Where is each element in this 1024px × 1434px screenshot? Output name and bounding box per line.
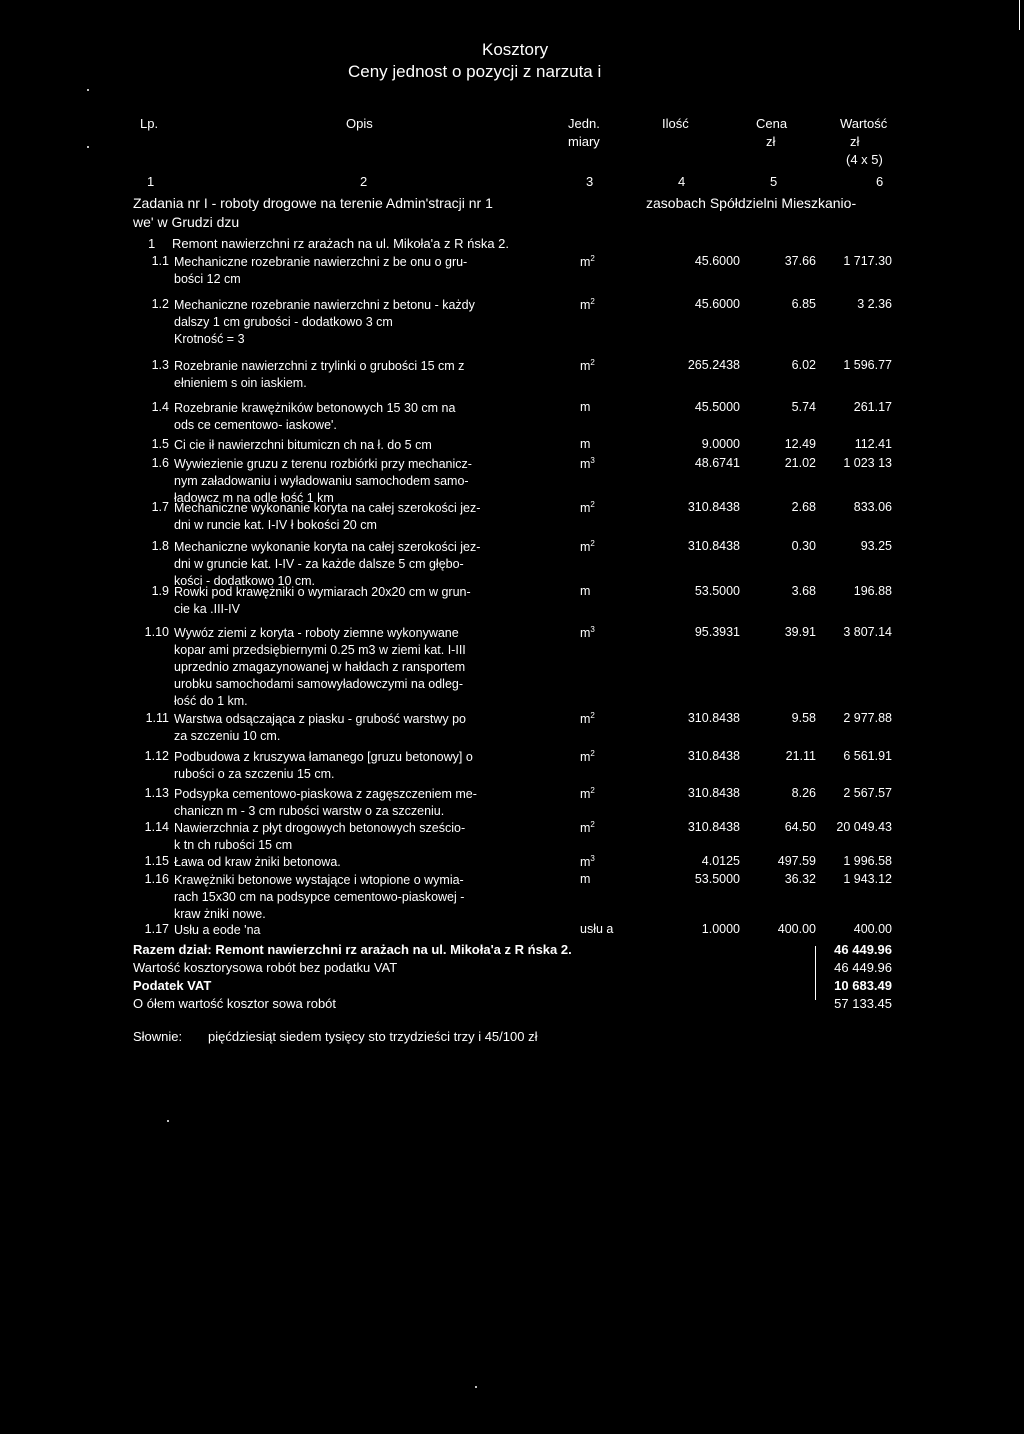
item-description: Rowki pod krawężniki o wymiarach 20x20 cm w grun- cie ka .III-IV: [174, 585, 471, 616]
item-description: Wywóz ziemi z koryta - roboty ziemne wykonywane kopar ami przedsiębiernymi 0.25 m3 w ziemi kat. I-III uprzednio zmagazynowanej w hałdach z ransportem urobku samochodami samowyładowczymi na odleg- łość do 1 km.: [174, 626, 466, 708]
unit-exponent: 2: [590, 297, 595, 306]
item-lp: 1.11: [145, 711, 169, 725]
item-lp: 1.13: [144, 786, 169, 800]
item-description: Usłu a eode 'na: [174, 923, 261, 937]
item-description: Ława od kraw żniki betonowa.: [174, 855, 341, 869]
item-lp: 1.15: [144, 854, 169, 868]
item-value: 1 996.58: [843, 854, 892, 868]
total-label: Razem dział: Remont nawierzchni rz arażach na ul. Mikoła'a z R ńska 2.: [133, 942, 572, 957]
item-quantity: 45.5000: [694, 400, 740, 414]
scan-edge-mark: [1019, 0, 1020, 30]
item-quantity: 4.0125: [701, 854, 740, 868]
item-value: 2 567.57: [843, 786, 892, 800]
item-unit: $m^3$: [580, 854, 595, 870]
unit-exponent: 2: [590, 711, 595, 720]
item-lp: 1.3: [151, 358, 169, 372]
item-quantity: 265.2438: [687, 358, 740, 372]
item-lp: 1.4: [151, 400, 169, 414]
header-lp: Lp.: [140, 116, 159, 131]
item-quantity: 48.6741: [694, 456, 740, 470]
unit-exponent: 2: [590, 254, 595, 263]
item-lp: 1.12: [144, 749, 169, 763]
item-description: Mechaniczne wykonanie koryta na całej szerokości jez- dni w gruncie kat. I-IV - za każde dalsze 5 cm głębo- kości - dodatkowo 10 cm.: [174, 540, 481, 588]
item-unit-price: 64.50: [784, 820, 816, 834]
item-quantity: 310.8438: [687, 820, 740, 834]
item-value: 1 717.30: [843, 254, 892, 268]
item-lp: 1.17: [144, 922, 169, 936]
item-quantity: 1.0000: [701, 922, 740, 936]
header-wartosc: Wartość: [840, 116, 888, 131]
scan-speck: [87, 89, 89, 91]
item-value: 3 2.36: [857, 297, 892, 311]
slownie-text: pięćdziesiąt siedem tysięcy sto trzydzieści trzy i 45/100 zł: [208, 1029, 538, 1044]
item-quantity: 310.8438: [687, 749, 740, 763]
subsection-lp: 1: [148, 236, 156, 251]
column-number: 5: [770, 174, 778, 189]
section-title-line2: we' w Grudzi dzu: [133, 214, 240, 230]
unit-exponent: 3: [590, 854, 595, 863]
item-unit: m: [580, 437, 591, 451]
item-lp: 1.6: [151, 456, 169, 470]
item-value: 112.41: [854, 437, 892, 451]
item-description: Mechaniczne rozebranie nawierzchni z be onu o gru- bości 12 cm: [174, 255, 468, 286]
item-lp: 1.5: [151, 437, 169, 451]
item-quantity: 9.0000: [701, 437, 740, 451]
item-value: 1 943.12: [843, 872, 892, 886]
item-description: Ci cie ił nawierzchni bitumiczn ch na ł. do 5 cm: [174, 438, 432, 452]
item-unit-price: 21.11: [785, 749, 816, 763]
totals-divider: [815, 946, 816, 1000]
total-value: 46 449.96: [834, 960, 892, 975]
item-value: 1 023 13: [843, 456, 892, 470]
item-description: Rozebranie nawierzchni z trylinki o grubości 15 cm z ełnieniem s oin iaskiem.: [174, 359, 465, 390]
total-value: 46 449.96: [834, 942, 892, 957]
item-unit: usłu a: [580, 922, 614, 936]
item-unit-price: 6.02: [791, 358, 816, 372]
item-value: 20 049.43: [836, 820, 892, 834]
slownie-label: Słownie:: [133, 1029, 183, 1044]
item-unit: $m^2$: [580, 254, 595, 270]
document-subtitle: Ceny jednost o pozycji z narzuta i: [348, 62, 602, 81]
item-value: 261.17: [853, 400, 892, 414]
item-value: 400.00: [853, 922, 892, 936]
item-unit-price: 8.26: [791, 786, 816, 800]
item-unit: $m^2$: [580, 297, 595, 313]
item-lp: 1.2: [151, 297, 169, 311]
item-value: 196.88: [853, 584, 892, 598]
item-value: 6 561.91: [843, 749, 892, 763]
item-unit: $m^2$: [580, 711, 595, 727]
item-unit: $m^2$: [580, 786, 595, 802]
item-description: Podbudowa z kruszywa łamanego [gruzu betonowy] o rubości o za szczeniu 15 cm.: [174, 750, 473, 781]
item-quantity: 53.5000: [694, 872, 740, 886]
item-unit-price: 21.02: [784, 456, 816, 470]
header-jedn: Jedn.: [568, 116, 600, 131]
item-unit-price: 37.66: [784, 254, 816, 268]
column-number: 1: [147, 174, 155, 189]
item-unit-price: 6.85: [791, 297, 816, 311]
total-value: 10 683.49: [834, 978, 892, 993]
scan-speck: [87, 146, 89, 148]
scan-speck: [167, 1120, 169, 1122]
item-description: Wywiezienie gruzu z terenu rozbiórki przy mechanicz- nym załadowaniu i wyładowaniu samochodem samo- ładowcz m na odle łość 1 km: [174, 457, 472, 505]
item-lp: 1.7: [151, 500, 169, 514]
item-unit-price: 497.59: [777, 854, 816, 868]
header-wartosc-zl: zł: [850, 134, 860, 149]
item-unit-price: 36.32: [784, 872, 816, 886]
unit-exponent: 3: [590, 625, 595, 634]
item-unit-price: 12.49: [784, 437, 816, 451]
total-label: O ółem wartość kosztor sowa robót: [133, 996, 337, 1011]
item-unit-price: 400.00: [777, 922, 816, 936]
item-value: 3 807.14: [843, 625, 892, 639]
item-quantity: 310.8438: [687, 786, 740, 800]
item-quantity: 45.6000: [694, 254, 740, 268]
item-unit: $m^2$: [580, 820, 595, 836]
item-unit-price: 2.68: [791, 500, 816, 514]
column-number: 4: [678, 174, 686, 189]
header-wartosc-formula: (4 x 5): [846, 152, 883, 167]
subsection-title: Remont nawierzchni rz arażach na ul. Mikoła'a z R ńska 2.: [172, 236, 510, 251]
item-lp: 1.14: [144, 820, 169, 834]
item-quantity: 310.8438: [687, 711, 740, 725]
item-value: 93.25: [860, 539, 892, 553]
item-quantity: 45.6000: [694, 297, 740, 311]
item-unit: m: [580, 872, 591, 886]
item-description: Krawężniki betonowe wystające i wtopione o wymia- rach 15x30 cm na podsypce cementowo-piaskowej - kraw żniki nowe.: [174, 873, 465, 921]
item-description: Nawierzchnia z płyt drogowych betonowych sześcio- k tn ch rubości 15 cm: [174, 821, 466, 852]
item-value: 2 977.88: [843, 711, 892, 725]
total-value: 57 133.45: [834, 996, 892, 1011]
item-description: Warstwa odsączająca z piasku - grubość warstwy po za szczeniu 10 cm.: [174, 712, 467, 743]
item-description: Mechaniczne rozebranie nawierzchni z betonu - każdy dalszy 1 cm grubości - dodatkowo 3 cm Krotność = 3: [174, 298, 475, 346]
item-quantity: 95.3931: [694, 625, 740, 639]
item-description: Rozebranie krawężników betonowych 15 30 cm na ods ce cementowo- iaskowe'.: [174, 401, 456, 432]
item-unit-price: 5.74: [791, 400, 816, 414]
column-number: 2: [360, 174, 368, 189]
column-number: 3: [586, 174, 594, 189]
item-quantity: 310.8438: [687, 500, 740, 514]
item-lp: 1.8: [151, 539, 169, 553]
unit-exponent: 2: [590, 786, 595, 795]
item-unit: m: [580, 584, 591, 598]
header-cena-zl: zł: [766, 134, 776, 149]
item-unit-price: 0.30: [791, 539, 816, 553]
document-title: Kosztory: [482, 40, 549, 59]
item-unit: m: [580, 400, 591, 414]
item-unit-price: 39.91: [784, 625, 816, 639]
item-lp: 1.9: [151, 584, 169, 598]
item-unit: $m^2$: [580, 500, 595, 516]
section-title-left: Zadania nr I - roboty drogowe na terenie Admin'stracji nr 1: [133, 195, 493, 211]
total-label: Podatek VAT: [133, 978, 212, 993]
header-miary: miary: [568, 134, 600, 149]
unit-exponent: 2: [590, 749, 595, 758]
item-value: 833.06: [853, 500, 892, 514]
header-cena: Cena: [756, 116, 788, 131]
scan-speck: [475, 1386, 477, 1388]
column-number: 6: [876, 174, 884, 189]
unit-exponent: 2: [590, 500, 595, 509]
item-unit: $m^2$: [580, 749, 595, 765]
header-ilosc: Ilość: [662, 116, 689, 131]
total-label: Wartość kosztorysowa robót bez podatku VAT: [133, 960, 398, 975]
unit-exponent: 2: [590, 539, 595, 548]
item-lp: 1.1: [151, 254, 169, 268]
unit-exponent: 2: [590, 358, 595, 367]
item-unit: $m^2$: [580, 358, 595, 374]
item-unit-price: 9.58: [791, 711, 816, 725]
item-unit: $m^2$: [580, 539, 595, 555]
item-description: Podsypka cementowo-piaskowa z zagęszczeniem me- chaniczn m - 3 cm rubości warstw o za szczeniu.: [174, 787, 477, 818]
item-lp: 1.16: [144, 872, 169, 886]
header-opis: Opis: [346, 116, 373, 131]
item-unit: $m^3$: [580, 625, 595, 641]
item-unit-price: 3.68: [791, 584, 816, 598]
item-description: Mechaniczne wykonanie koryta na całej szerokości jez- dni w runcie kat. I-IV ł bokości 20 cm: [174, 501, 481, 532]
unit-exponent: 3: [590, 456, 595, 465]
item-unit: $m^3$: [580, 456, 595, 472]
section-title-right: zasobach Spółdzielni Mieszkanio-: [646, 195, 857, 211]
item-lp: 1.10: [144, 625, 169, 639]
item-quantity: 310.8438: [687, 539, 740, 553]
item-quantity: 53.5000: [694, 584, 740, 598]
unit-exponent: 2: [590, 820, 595, 829]
item-value: 1 596.77: [843, 358, 892, 372]
